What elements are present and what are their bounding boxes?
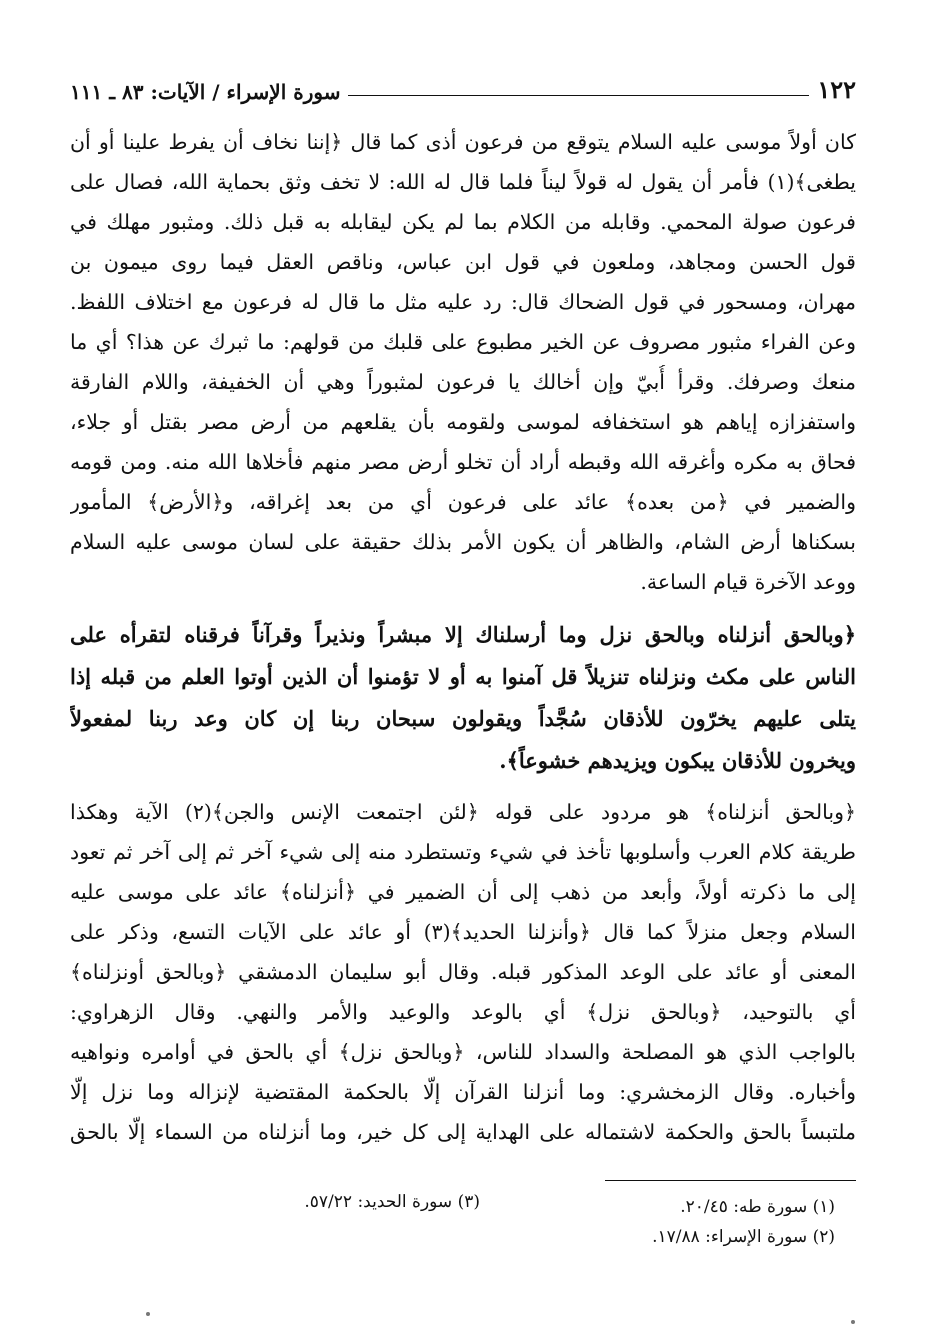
page-header: [70, 70, 856, 104]
verse-line: ﴿وبالحق أنزلناه وبالحق نزل وما أرسلناك إلا مبشراً ونذيراً وقرآناً فرقناه لتقرأه على: [70, 622, 856, 647]
verse-line: يتلى عليهم يخرّون للأذقان سُجَّداً ويقولون سبحان ربنا إن كان وعد ربنا لمفعولاً: [70, 706, 856, 731]
header-rule: [348, 95, 809, 96]
footnote-2: (٢) سورة الإسراء: ١٧/٨٨.: [652, 1227, 835, 1247]
body-line: ووعد الآخرة قيام الساعة.: [640, 570, 856, 594]
commentary-line: ﴿وبالحق أنزلناه﴾ هو مردود على قوله ﴿لئن اجتمعت الإنس والجن﴾(٢) الآية وهكذا: [70, 800, 856, 824]
body-line: وعن الفراء مثبور مصروف عن الخير مطبوع على قلبك من قولهم: ما ثبرك عن هذا؟ أي ما: [70, 330, 856, 354]
commentary-line: السلام وجعل منزلاً كما قال ﴿وأنزلنا الحديد﴾(٣) أو عائد على الآيات التسع، وذكر على: [70, 920, 856, 944]
body-line: والضمير في ﴿من بعده﴾ عائد على فرعون أي من بعد إغراقه، و﴿الأرض﴾ المأمور: [70, 490, 856, 514]
body-line: بسكناها أرض الشام، والظاهر أن يكون الأمر بذلك حقيقة على لسان موسى عليه السلام: [70, 530, 856, 554]
body-line: فرعون صولة المحمي. وقابله من الكلام بما لم يكن ليقابله به قبل ذلك. ومثبور مهلك في: [70, 210, 856, 234]
verse-line: ويخرون للأذقان يبكون ويزيدهم خشوعاً﴾.: [499, 748, 856, 773]
running-title: سورة الإسراء / الآيات: ٨٣ ـ ١١١: [70, 80, 341, 104]
body-line: كان أولاً موسى عليه السلام يتوقع من فرعون أذى كما قال ﴿إننا نخاف أن يفرط علينا أو أن: [70, 130, 856, 154]
body-line: فحاق به مكره وأغرقه الله وقبطه أراد أن تخلو أرض مصر منهم فأخلاها الله منه. ومن قومه: [70, 450, 856, 474]
body-line: مهران، ومسحور في قول الضحاك قال: رد عليه مثل ما قال له فرعون مع اختلاف اللفظ.: [70, 290, 856, 314]
footnote-1: (١) سورة طه: ٢٠/٤٥.: [680, 1197, 835, 1217]
scan-speck: [146, 1312, 150, 1316]
commentary-line: إلى ما ذكرته أولاً، وأبعد من ذهب إلى أن الضمير في ﴿أنزلناه﴾ عائد على موسى عليه: [70, 880, 856, 904]
footnote-rule: [605, 1180, 856, 1181]
commentary-line: أي بالتوحيد، ﴿وبالحق نزل﴾ أي بالوعد والوعيد والأمر والنهي. وقال الزهراوي:: [70, 1000, 856, 1024]
body-line: واستفزازه إياهم هو استخفافه لموسى ولقومه بأن يقلعهم من أرض مصر بقتل أو جلاء،: [70, 410, 856, 434]
commentary-line: ملتبساً بالحق والحكمة لاشتماله على الهداية إلى كل خير، وما أنزلناه من السماء إلّا بالحق: [70, 1120, 856, 1144]
footnote-3: (٣) سورة الحديد: ٥٧/٢٢.: [304, 1192, 480, 1212]
commentary-line: وأخباره. وقال الزمخشري: وما أنزلنا القرآن إلّا بالحكمة المقتضية لإنزاله وما نزل إلّا: [70, 1080, 856, 1104]
body-line: قول الحسن ومجاهد، وملعون في قول ابن عباس، وناقص العقل فيما روى ميمون بن: [70, 250, 856, 274]
verse-line: الناس على مكث ونزلناه تنزيلاً قل آمنوا به أو لا تؤمنوا أن الذين أوتوا العلم من قبله إذا: [70, 664, 856, 689]
body-line: منعك وصرفك. وقرأ أُبيّ وإن أخالك يا فرعون لمثبوراً وهي أن الخفيفة، واللام الفارقة: [70, 370, 856, 394]
commentary-line: المعنى أو عائد على الوعد المذكور قبله. وقال أبو سليمان الدمشقي ﴿وبالحق أونزلناه﴾: [70, 960, 856, 984]
commentary-line: بالواجب الذي هو المصلحة والسداد للناس، ﴿وبالحق نزل﴾ أي بالحق في أوامره ونواهيه: [70, 1040, 856, 1064]
commentary-line: طريقة كلام العرب وأسلوبها تأخذ في شيء وتستطرد منه إلى شيء آخر ثم إلى آخر ثم تعود: [70, 840, 856, 864]
scan-speck: [851, 1320, 855, 1324]
page-number: ١٢٢: [817, 75, 856, 104]
body-line: يطغى﴾(١) فأمر أن يقول له قولاً ليناً فلما قال له الله: لا تخف وثق بحماية الله، فصال على: [70, 170, 856, 194]
